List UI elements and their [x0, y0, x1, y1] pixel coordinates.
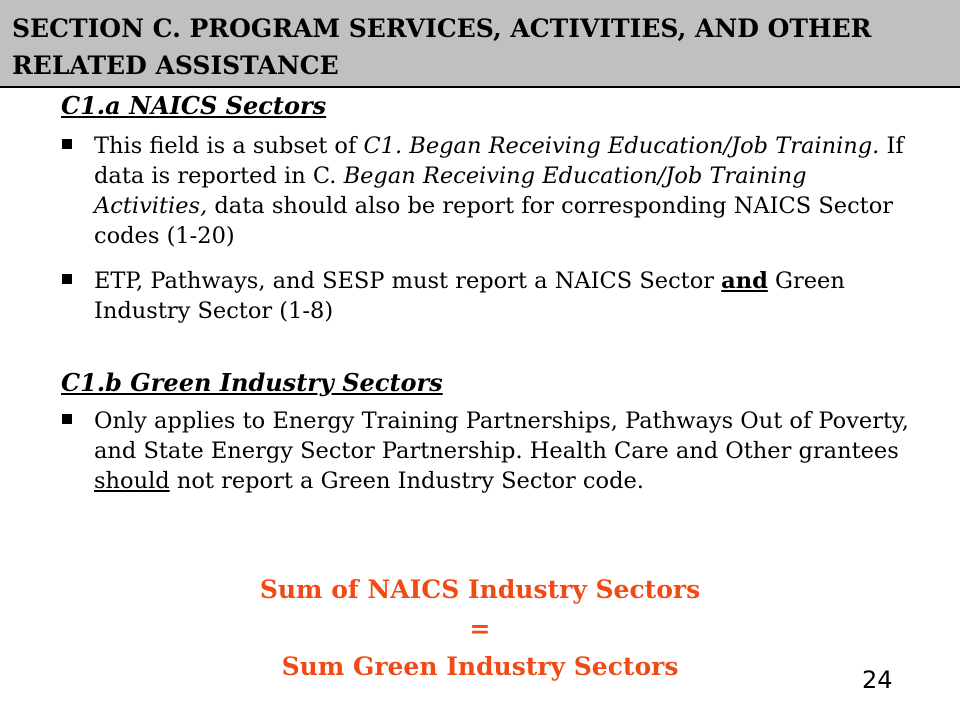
heading-c1b: C1.b Green Industry Sectors	[61, 368, 443, 397]
text-run: Green Industry Sector (1-8)	[94, 268, 845, 324]
bullet-c1b-1-text	[94, 406, 919, 496]
equation-equals: =	[469, 614, 491, 643]
text-run: Only applies to Energy Training Partnerships, Pathways Out of Poverty, and State Energy Sector Partnership. Health Care and Other grantees	[94, 408, 909, 464]
heading-c1a: C1.a NAICS Sectors	[61, 91, 327, 120]
emphasis-and: and	[721, 268, 768, 294]
square-bullet-icon	[62, 414, 72, 424]
bullet-c1a-1-text	[94, 131, 919, 251]
text-run-italic: C1. Began Receiving Education/Job Training.	[363, 133, 880, 159]
text-run: If data is reported in C.	[94, 133, 904, 189]
equation-line-3: Sum Green Industry Sectors	[281, 652, 679, 681]
square-bullet-icon	[62, 139, 72, 149]
bullet-c1a-2-text	[94, 266, 919, 326]
page-number: 24	[862, 666, 893, 694]
emphasis-should: should	[94, 468, 170, 494]
text-run: ETP, Pathways, and SESP must report a NAICS Sector	[94, 268, 722, 294]
equation-line-1: Sum of NAICS Industry Sectors	[259, 575, 701, 604]
text-run: This field is a subset of	[94, 133, 364, 159]
text-run: data should also be report for corresponding NAICS Sector codes (1-20)	[94, 193, 894, 249]
square-bullet-icon	[62, 274, 72, 284]
section-title: SECTION C. PROGRAM SERVICES, ACTIVITIES, AND OTHER RELATED ASSISTANCE	[12, 14, 872, 80]
text-run: not report a Green Industry Sector code.	[169, 468, 644, 494]
text-run-italic: Began Receiving Education/Job Training Activities,	[94, 163, 807, 219]
